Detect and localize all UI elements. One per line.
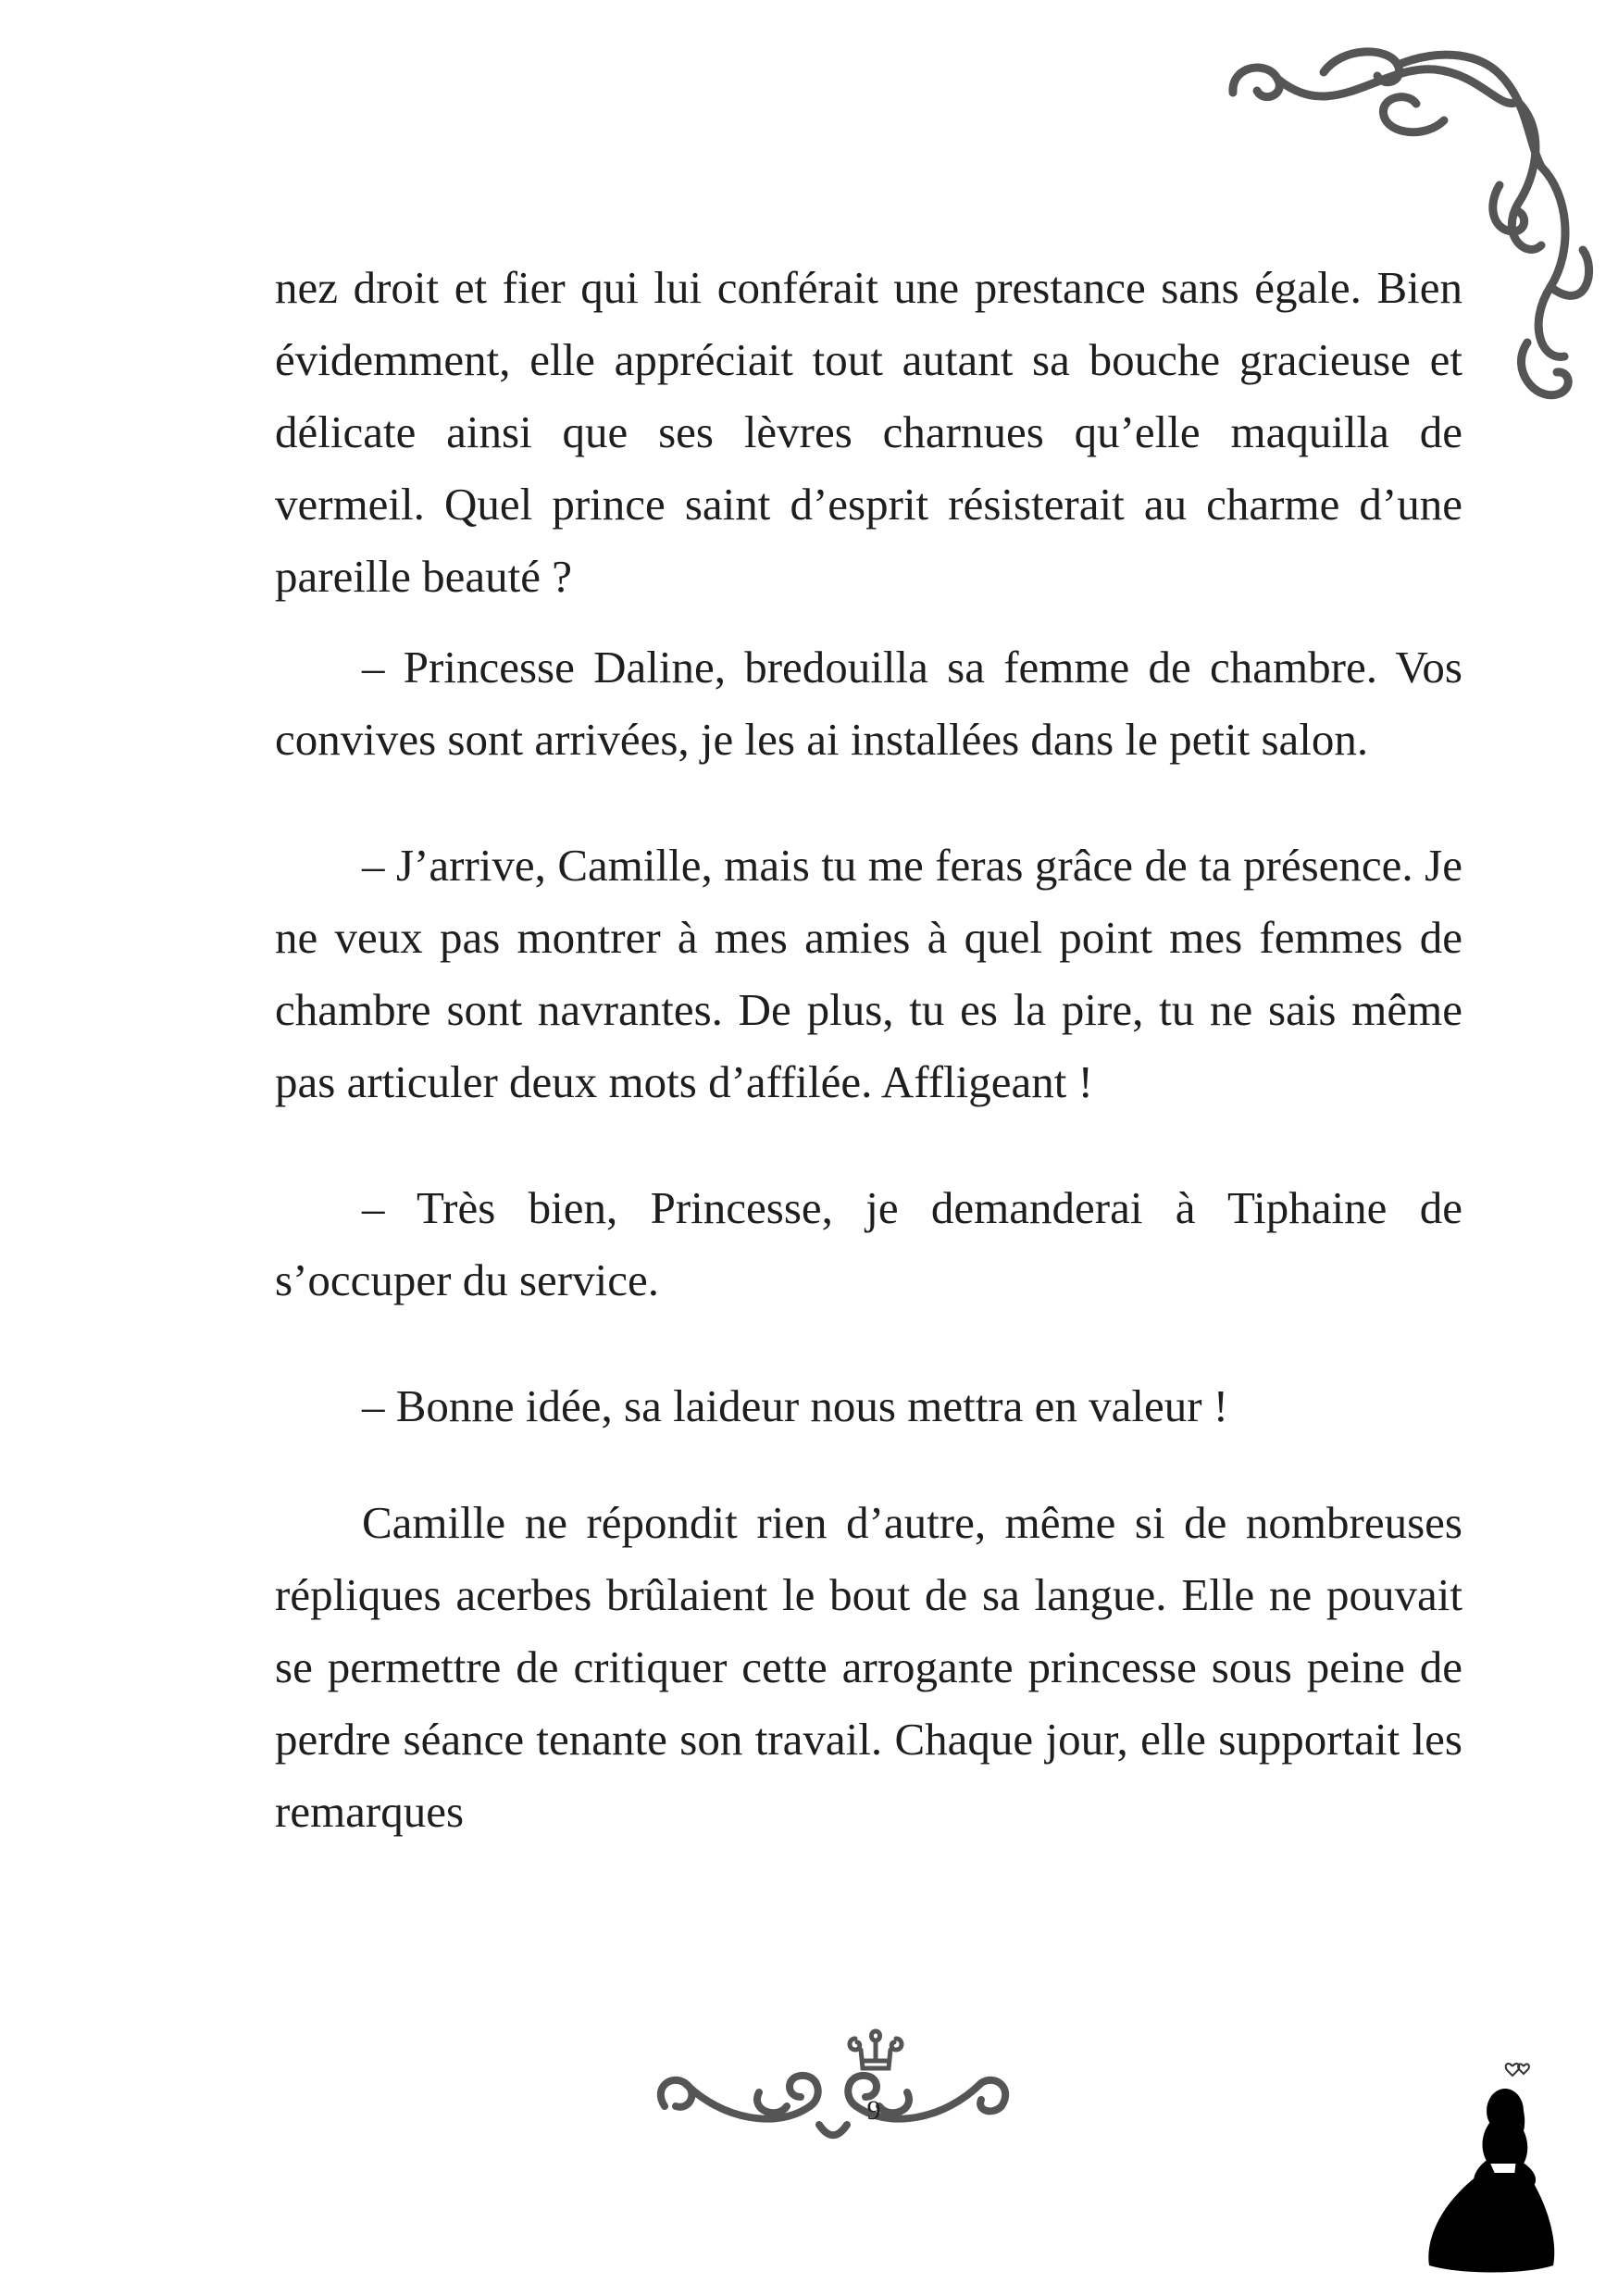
paragraph-dialogue-camille: – Princesse Daline, bredouilla sa femme de chambre. Vos convives sont arrivées, je les ai installées dans le petit salon. (275, 642, 1462, 765)
paragraph-dialogue-daline-reply: – Bonne idée, sa laideur nous mettra en valeur ! (362, 1380, 1229, 1431)
page-number: 9 (866, 2095, 881, 2126)
body-text (275, 252, 1462, 1848)
paragraph-dialogue-daline: – J’arrive, Camille, mais tu me feras grâce de ta présence. Je ne veux pas montrer à mes amies à quel point mes femmes de chambre sont navrantes. De plus, tu es la pire, tu ne sais même pas articuler deux mots d’affilée. Affligeant ! (275, 840, 1462, 1107)
princess-silhouette-icon (1424, 2057, 1558, 2275)
paragraph-dialogue-camille-reply: – Très bien, Princesse, je demanderai à Tiphaine de s’occuper du service. (275, 1182, 1462, 1305)
paragraph-narration: Camille ne répondit rien d’autre, même si de nombreuses répliques acerbes brûlaient le bout de sa langue. Elle ne pouvait se permettre de critiquer cette arrogante princesse sous peine de perdre séance tenante son travail. Chaque jour, elle supportait les remarques (275, 1497, 1462, 1837)
paragraph-description: nez droit et fier qui lui conférait une prestance sans égale. Bien évidemment, elle appréciait tout autant sa bouche gracieuse et délicate ainsi que ses lèvres charnues qu’elle maquilla de vermeil. Quel prince saint d’esprit résisterait au charme d’une pareille beauté ? (275, 262, 1462, 602)
footer-swirl-ornament (648, 2018, 1018, 2157)
